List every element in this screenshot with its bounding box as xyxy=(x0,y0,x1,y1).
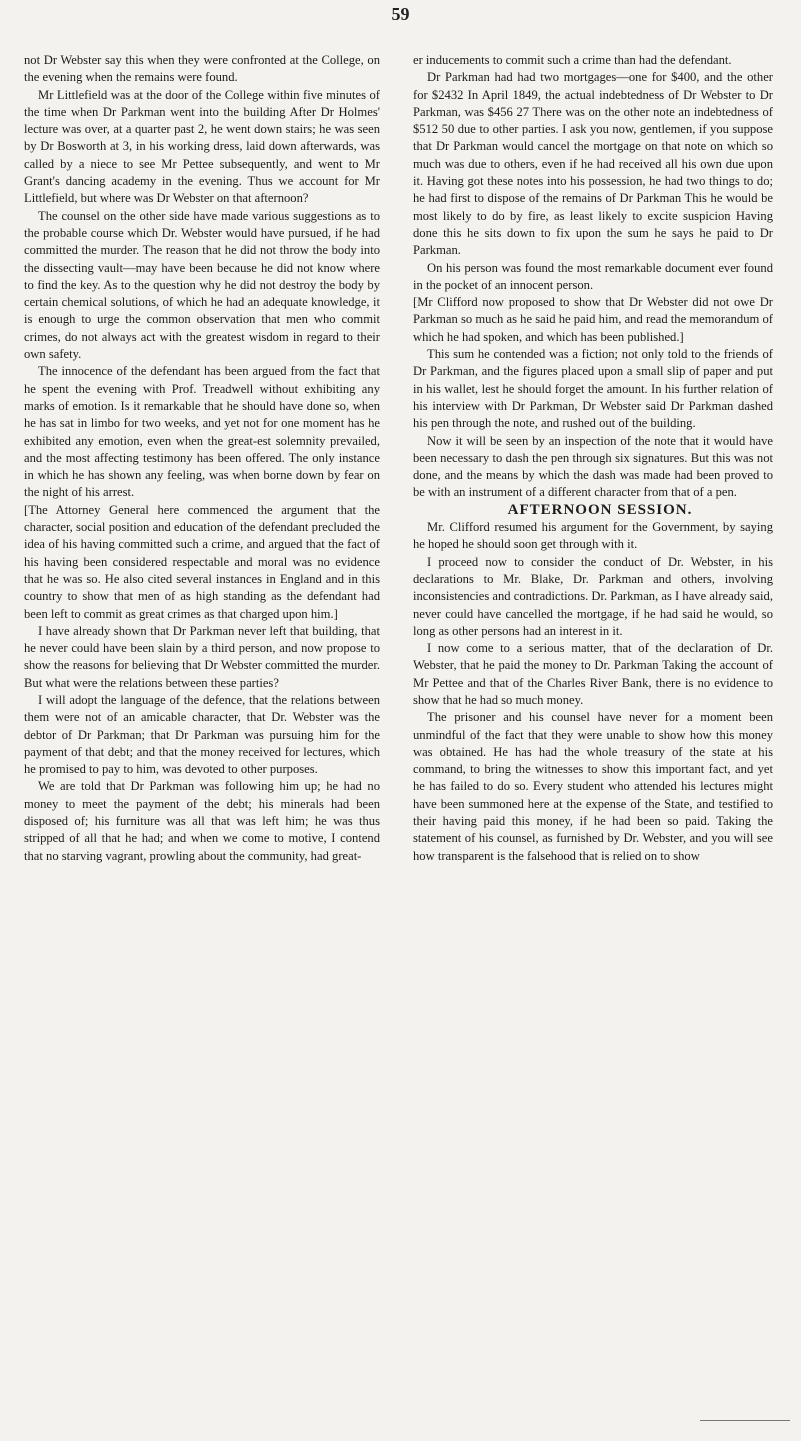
paragraph: The counsel on the other side have made various suggestions as to the probable course which Dr. Webster would have pursued, if he had committed the murder. The reason that he did not throw the body into the dissecting vault—may have been because he did not know where to find the key. As to the question why he did not destroy the body by certain chemical solutions, of which he had an adequate knowledge, it is enough to urge the common observation that men who commit crimes, do not always act with the greatest wisdom in regard to their own safety. xyxy=(24,208,380,362)
continued-paragraph: er inducements to commit such a crime than had the defendant. xyxy=(413,53,732,67)
right-column xyxy=(413,52,773,865)
paragraph: Dr Parkman had had two mortgages—one for $400, and the other for $2432 In April 1849, the actual indebtedness of Dr Webster to Dr Parkman, was $456 27 There was on the other note an indebtedness of $512 50 due to other parties. I ask you now, gentlemen, if you suppose that Dr Parkman would cancel the mortgage on that note on which so much was due to others, even if he had received all his own due upon it. Having got these notes into his possession, he had two things to do; he had first to dispose of the remains of Dr Parkman This he would be most likely to do by fire, as least likely to excite suspicion Having done this he sits down to fix upon the sum he says he paid to Dr Parkman. xyxy=(413,70,773,258)
paragraph: This sum he contended was a fiction; not only told to the friends of Dr Parkman, and the figures placed upon a small slip of paper and put in his wallet, lest he should forget the amount. In his further relation of his interview with Dr Parkman, Dr Webster said Dr Parkman dashed his pen through the note, and rushed out of the building. xyxy=(413,347,773,431)
paragraph: The prisoner and his counsel have never for a moment been unmindful of the fact that they were unable to show how this money was obtained. He has had the whole treasury of the state at his command, to bring the witnesses to show this important fact, and yet he has failed to do so. Every student who attended his lectures might have been summoned here at the expense of the State, and testified to their having paid this money, if he had been so paid. Taking the statement of his counsel, as furnished by Dr. Webster, and you will see how transparent is the falsehood that is relied on to show xyxy=(413,710,773,863)
paragraph: Mr Littlefield was at the door of the College within five minutes of the time when Dr Parkman went into the building After Dr Holmes' lecture was over, at a quarter past 2, he went down stairs; he was seen by Dr Bosworth at 3, in his working dress, laid down afterwards, was called by a niece to see Mr Pettee subsequently, and went to Mr Grant's dancing academy in the evening. Thus we account for Mr Littlefield, but where was Dr Webster on that afternoon? xyxy=(24,87,380,206)
bottom-rule xyxy=(700,1420,790,1421)
left-column xyxy=(24,52,380,865)
paragraph: I have already shown that Dr Parkman never left that building, that he never could have been slain by a third person, and now propose to show the reasons for believing that Dr Webster committed the murder. But what were the relations between these parties? xyxy=(24,623,380,690)
paragraph: I now come to a serious matter, that of the declaration of Dr. Webster, that he paid the money to Dr. Parkman Taking the account of Mr Pettee and that of the Charles River Bank, there is no evidence to show that he had so much money. xyxy=(413,641,773,707)
page-number: 59 xyxy=(391,4,410,24)
paragraph: I will adopt the language of the defence, that the relations between them were not of an amicable character, that Dr. Webster was the debtor of Dr Parkman; that Dr Parkman was pursuing him for the payment of that debt; and that the money received for lectures, which he promised to pay to him, was devoted to other purposes. xyxy=(24,692,380,777)
bracketed-note: [The Attorney General here commenced the argument that the character, social position and education of the defendant precluded the idea of his having committed such a crime, and argued that the fact of his having been considered respectable and moral was no evidence that he was so. He also cited several instances in England and in this country to show that men of as high standing as the defendant had been left to commit as great crimes as that charged upon him.] xyxy=(24,502,380,621)
paragraph: I proceed now to consider the conduct of Dr. Webster, in his declarations to Mr. Blake, Dr. Parkman and others, involving inconsistencies and contradictions. Dr. Parkman, as I have already said, never could have cancelled the mortgage, if he had said he would, so long as other persons had an interest in it. xyxy=(413,554,773,638)
continued-paragraph: not Dr Webster say this when they were confronted at the College, on the evening when the remains were found. xyxy=(24,53,380,85)
paragraph: On his person was found the most remarkable document ever found in the pocket of an innocent person. xyxy=(413,260,773,292)
bracketed-note: [Mr Clifford now proposed to show that Dr Webster did not owe Dr Parkman so much as he said he paid him, and read the memorandum of which he had spoken, and which has been published.] xyxy=(413,295,773,344)
paragraph: Now it will be seen by an inspection of the note that it would have been necessary to dash the pen through six signatures. But this was not done, and the means by which the dash was made had been proved to be with an instrument of a different character from that of a pen. xyxy=(413,433,773,500)
paragraph: Mr. Clifford resumed his argument for the Government, by saying he hoped he should soon get through with it. xyxy=(413,520,773,552)
paragraph: We are told that Dr Parkman was following him up; he had no money to meet the payment of the debt; his minerals had been disposed of; his furniture was all that was left him; he was thus stripped of all that he had; and when we come to motive, I contend that no starving vagrant, prowling about the community, had great- xyxy=(24,779,380,863)
section-heading: AFTERNOON SESSION. xyxy=(507,501,693,518)
paragraph: The innocence of the defendant has been argued from the fact that he spent the evening with Prof. Treadwell without exhibiting any marks of emotion. Is it remarkable that he should have done so, when he has sat in limbo for two weeks, and yet not for one moment has he exhibited any emotion, even when the great-est solemnity prevailed, and the most affecting testimony has been offered. The only instance in which he has shown any feeling, was when borne down by fear on the night of his arrest. xyxy=(24,364,380,500)
